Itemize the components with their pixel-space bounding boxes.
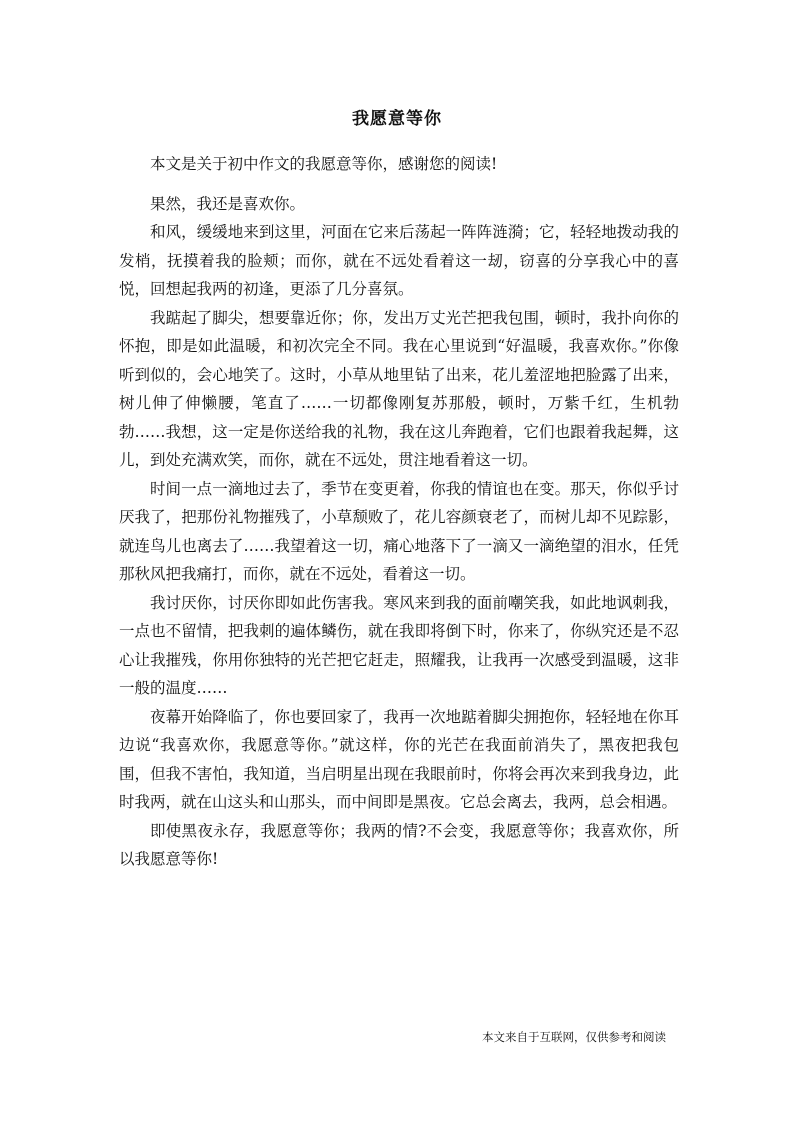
body-paragraph: 果然，我还是喜欢你。 <box>150 194 306 213</box>
body-paragraph: 夜幕开始降临了，你也要回家了，我再一次地踮着脚尖拥抱你，轻轻地在你耳边说“我喜欢你，我愿意等你。”就这样，你的光芒在我面前消失了，黑夜把我包围，但我不害怕，我知道，当启明星出现在我眼前时，你将会再次来到我身边，此时我两，就在山这头和山那头，而中间即是黑夜。它总会离去，我两，总会相遇。 <box>119 707 679 811</box>
body-paragraph: 即使黑夜永存，我愿意等你；我两的情?不会变，我愿意等你；我喜欢你，所以我愿意等你! <box>119 821 679 868</box>
document-body <box>119 150 679 874</box>
body-paragraph: 时间一点一滴地过去了，季节在变更着，你我的情谊也在变。那天，你似乎讨厌我了，把那份礼物摧残了，小草颓败了，花儿容颜衰老了，而树儿却不见踪影，就连鸟儿也离去了……我望着这一切，痛心地落下了一滴又一滴绝望的泪水，任凭那秋风把我痛打，而你，就在不远处，看着这一切。 <box>119 479 679 583</box>
document-title: 我愿意等你 <box>352 109 442 129</box>
body-paragraph: 和风，缓缓地来到这里，河面在它来后荡起一阵阵涟漪；它，轻轻地拨动我的发梢，抚摸着我的脸颊；而你，就在不远处看着这一刼，窃喜的分享我心中的喜悦，回想起我两的初逢，更添了几分喜氛。 <box>119 223 679 298</box>
body-paragraph: 我讨厌你，讨厌你即如此伤害我。寒风来到我的面前嘲笑我，如此地讽刺我，一点也不留情，把我刺的遍体鳞伤，就在我即将倒下时，你来了，你纵究还是不忍心让我摧残，你用你独特的光芒把它赶走，照耀我，让我再一次感受到温暖，这非一般的温度…… <box>119 593 679 697</box>
intro-paragraph: 本文是关于初中作文的我愿意等你，感谢您的阅读! <box>150 155 498 173</box>
source-note: 本文来自于互联网，仅供参考和阅读 <box>482 1030 666 1044</box>
body-paragraph: 我踮起了脚尖，想要靠近你；你，发出万丈光芒把我包围，顿时，我扑向你的怀抱，即是如此温暖，和初次完全不同。我在心里说到“好温暖，我喜欢你。”你像听到似的，会心地笑了。这时，小草从地里钻了出来，花儿羞涩地把脸露了出来，树儿伸了伸懒腰，笔直了……一切都像刚复苏那般，顿时，万紫千红，生机勃勃……我想，这一定是你送给我的礼物，我在这儿奔跑着，它们也跟着我起舞，这儿，到处充满欢笑，而你，就在不远处，贯注地看着这一切。 <box>119 308 679 469</box>
